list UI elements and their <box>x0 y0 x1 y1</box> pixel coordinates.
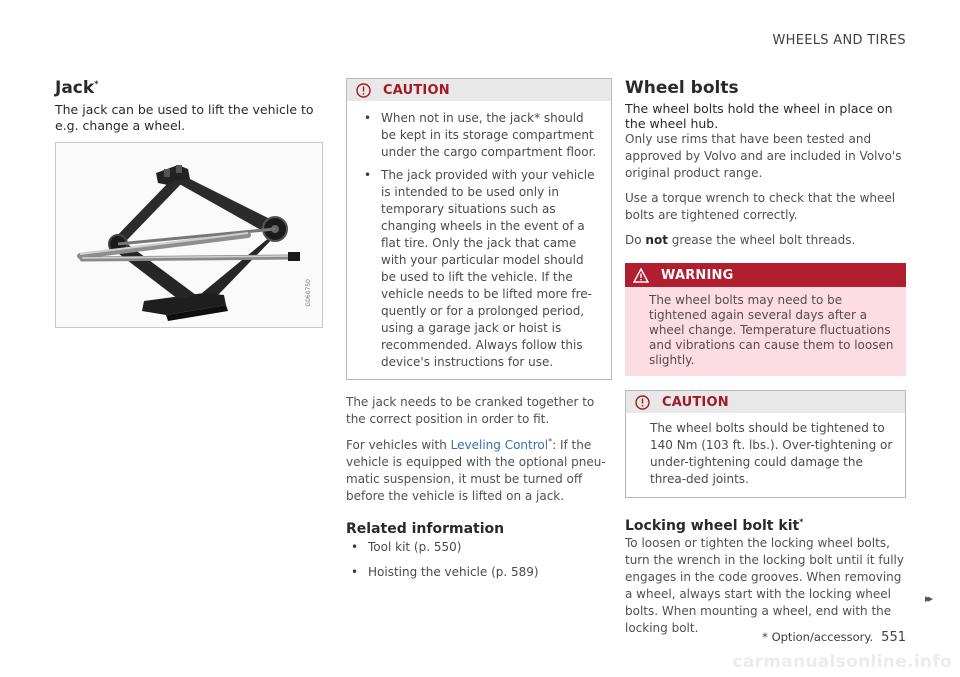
warning-box <box>625 263 906 376</box>
continue-arrows-icon: ▸▸ <box>924 592 930 605</box>
warning-label: WARNING <box>661 267 734 283</box>
wheel-bolts-grease-text: Do not grease the wheel bolt threads. <box>625 233 856 247</box>
locking-bolt-title: Locking wheel bolt kit* <box>625 517 804 534</box>
leveling-control-link[interactable]: Leveling Control <box>450 438 549 452</box>
caution-label: CAUTION <box>662 394 729 410</box>
wheel-bolts-section <box>625 78 906 637</box>
jack-title: Jack* <box>55 78 99 98</box>
caution-header <box>347 79 611 101</box>
page-number: 551 <box>881 630 906 645</box>
jack-crank-text: The jack needs to be cranked together to the correct position in order to fit. <box>346 395 595 426</box>
figure-code: G060750 <box>305 279 312 307</box>
locking-bolt-text: To loosen or tighten the locking wheel bolts, turn the wrench in the locking bolt until it fully engages in the code grooves. When removing a wheel, always start with the locking wheel bolts. When mounting a wheel, end with the locking bolt. <box>625 536 904 635</box>
caution-header-bolts <box>626 391 905 413</box>
jack-lead: The jack can be used to lift the vehicle to e.g. change a wheel. <box>55 102 314 133</box>
watermark: carmanualsonline.info <box>732 652 952 672</box>
caution-label: CAUTION <box>383 82 450 98</box>
jack-illustration <box>55 142 323 328</box>
jack-details-column <box>346 78 612 587</box>
wheel-bolts-lead: The wheel bolts hold the wheel in place on the wheel hub. <box>625 101 893 131</box>
jack-section <box>55 78 323 328</box>
page-footer <box>762 630 906 645</box>
caution-body <box>347 101 611 379</box>
wheel-bolts-rims-text: Only use rims that have been tested and approved by Volvo and are included in Volvo's original product range. <box>625 132 902 180</box>
caution-box-bolts <box>625 390 906 498</box>
warning-header <box>625 263 906 287</box>
warning-body: The wheel bolts may need to be tightened again several days after a wheel change. Temperature fluctuations and vibrations can cause them to loosen slightly. <box>625 287 906 376</box>
related-info-title: Related information <box>346 521 505 537</box>
wheel-bolts-title: Wheel bolts <box>625 78 739 98</box>
exclamation-circle-icon <box>355 82 371 98</box>
related-link-tool-kit[interactable]: • Tool kit (p. 550) <box>351 540 462 554</box>
list-item: • The jack provided with your vehicle is intended to be used only in temporary situations such as changing wheels in the event of a flat tire. Only the jack that came with your particular model should be used to lift the vehicle. If the vehicle needs to be lifted more fre-quently or for a prolonged period, using a garage jack or hoist is recommended. Always follow this device's instructions for use. <box>364 168 595 369</box>
wheel-bolts-torque-text: Use a torque wrench to check that the wheel bolts are tightened correctly. <box>625 191 896 222</box>
leveling-control-text: For vehicles with Leveling Control*: If the vehicle is equipped with the optional pneu-matic suspension, it must be turned off before the vehicle is lifted on a jack. <box>346 437 606 503</box>
related-info-list <box>346 539 612 581</box>
option-note: * Option/accessory. <box>762 630 874 644</box>
warning-triangle-icon <box>633 267 649 283</box>
caution-list <box>359 110 601 371</box>
list-item: • When not in use, the jack* should be kept in its storage compartment under the cargo compartment floor. <box>364 111 597 159</box>
section-header: WHEELS AND TIRES <box>772 33 906 48</box>
caution-box <box>346 78 612 380</box>
exclamation-circle-icon <box>634 394 650 410</box>
caution-body-bolts: The wheel bolts should be tightened to 140 Nm (103 ft. lbs.). Over-tightening or under-tightening could damage the threa-ded joints. <box>650 421 893 486</box>
option-marker: * <box>94 79 99 89</box>
related-link-hoisting[interactable]: • Hoisting the vehicle (p. 589) <box>351 565 539 579</box>
scissor-jack-image <box>56 143 323 328</box>
